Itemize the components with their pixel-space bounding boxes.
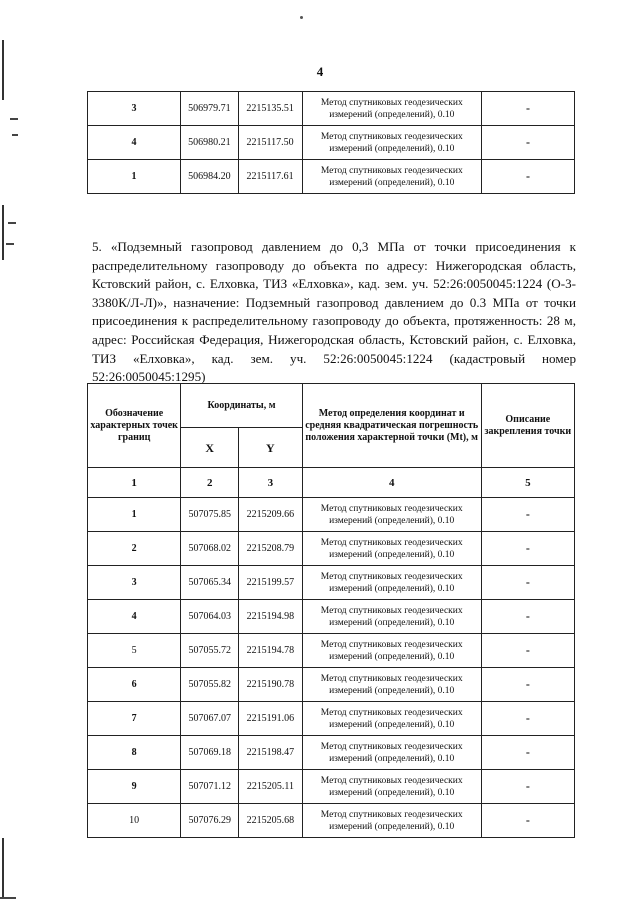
y-coordinate-cell: 2215117.50 xyxy=(238,126,302,160)
table-row xyxy=(88,566,575,600)
method-cell: Метод спутниковых геодезических измерений (определений), 0.10 xyxy=(302,92,482,126)
coordinates-table-continued xyxy=(87,91,575,194)
y-coordinate-cell: 2215117.61 xyxy=(238,160,302,194)
scan-mark xyxy=(8,222,16,224)
header-y: Y xyxy=(239,428,303,468)
header-method: Метод определения координат и средняя квадратическая погрешность положения характерной точки (Mt), м xyxy=(302,384,481,468)
column-index-cell: 5 xyxy=(481,468,574,498)
coordinates-table xyxy=(87,383,575,838)
method-cell: Метод спутниковых геодезических измерений (определений), 0.10 xyxy=(302,702,481,736)
y-coordinate-cell: 2215205.68 xyxy=(239,804,303,838)
y-coordinate-cell: 2215135.51 xyxy=(238,92,302,126)
x-coordinate-cell: 507075.85 xyxy=(181,498,239,532)
method-cell: Метод спутниковых геодезических измерений (определений), 0.10 xyxy=(302,126,482,160)
fixing-description-cell: - xyxy=(481,566,574,600)
point-number-cell: 3 xyxy=(88,566,181,600)
x-coordinate-cell: 506984.20 xyxy=(180,160,238,194)
column-index-row xyxy=(88,468,575,498)
page-number: 4 xyxy=(316,64,324,79)
x-coordinate-cell: 507055.82 xyxy=(181,668,239,702)
column-index-cell: 4 xyxy=(302,468,481,498)
point-number-cell: 4 xyxy=(88,126,181,160)
fixing-description-cell: - xyxy=(481,736,574,770)
method-cell: Метод спутниковых геодезических измерений (определений), 0.10 xyxy=(302,600,481,634)
fixing-description-cell: - xyxy=(482,126,575,160)
y-coordinate-cell: 2215209.66 xyxy=(239,498,303,532)
method-cell: Метод спутниковых геодезических измерений (определений), 0.10 xyxy=(302,770,481,804)
fixing-description-cell: - xyxy=(481,804,574,838)
point-number-cell: 1 xyxy=(88,160,181,194)
point-number-cell: 6 xyxy=(88,668,181,702)
y-coordinate-cell: 2215191.06 xyxy=(239,702,303,736)
point-number-cell: 3 xyxy=(88,92,181,126)
fixing-description-cell: - xyxy=(481,532,574,566)
scan-margin-line xyxy=(2,838,4,898)
header-coordinates: Координаты, м xyxy=(181,384,302,428)
method-cell: Метод спутниковых геодезических измерений (определений), 0.10 xyxy=(302,634,481,668)
fixing-description-cell: - xyxy=(481,668,574,702)
table-row xyxy=(88,770,575,804)
x-coordinate-cell: 507069.18 xyxy=(181,736,239,770)
column-index-cell: 3 xyxy=(239,468,303,498)
table-row xyxy=(88,160,575,194)
x-coordinate-cell: 507067.07 xyxy=(181,702,239,736)
fixing-description-cell: - xyxy=(481,600,574,634)
method-cell: Метод спутниковых геодезических измерений (определений), 0.10 xyxy=(302,668,481,702)
y-coordinate-cell: 2215199.57 xyxy=(239,566,303,600)
scan-mark xyxy=(6,243,14,245)
point-number-cell: 10 xyxy=(88,804,181,838)
x-coordinate-cell: 507068.02 xyxy=(181,532,239,566)
fixing-description-cell: - xyxy=(482,160,575,194)
object-description-paragraph: 5. «Подземный газопровод давлением до 0,3 МПа от точки присоединения к распределительному газопроводу до объекта по адресу: Нижегородская область, Кстовский район, с. Елховка, ТИЗ «Елховка», кад. зем. уч. 52:26:0050045:1224 (О-3-3380К/Л-Л)», назначение: Подземный газопровод давлением до 0.3 МПа от точки присоединения к распределительному газопроводу до объекта, протяженность: 28 м, адрес: Российская Федерация, Нижегородская область, Кстовский район, с. Елховка, ТИЗ «Елховка», кад. зем. уч. 52:26:0050045:1224 (кадастровый номер 52:26:0050045:1295) xyxy=(92,239,576,385)
y-coordinate-cell: 2215198.47 xyxy=(239,736,303,770)
x-coordinate-cell: 507055.72 xyxy=(181,634,239,668)
fixing-description-cell: - xyxy=(481,634,574,668)
y-coordinate-cell: 2215190.78 xyxy=(239,668,303,702)
fixing-description-cell: - xyxy=(481,770,574,804)
table-row xyxy=(88,498,575,532)
scan-dot xyxy=(300,16,303,19)
point-number-cell: 1 xyxy=(88,498,181,532)
x-coordinate-cell: 506980.21 xyxy=(180,126,238,160)
column-index-cell: 2 xyxy=(181,468,239,498)
table-row xyxy=(88,736,575,770)
header-fixing-description: Описание закрепления точки xyxy=(481,384,574,468)
fixing-description-cell: - xyxy=(481,702,574,736)
fixing-description-cell: - xyxy=(482,92,575,126)
y-coordinate-cell: 2215205.11 xyxy=(239,770,303,804)
y-coordinate-cell: 2215194.98 xyxy=(239,600,303,634)
point-number-cell: 9 xyxy=(88,770,181,804)
header-point-designation: Обозначение характерных точек границ xyxy=(88,384,181,468)
x-coordinate-cell: 507064.03 xyxy=(181,600,239,634)
table-row xyxy=(88,634,575,668)
x-coordinate-cell: 507071.12 xyxy=(181,770,239,804)
scan-margin-line xyxy=(2,205,4,260)
method-cell: Метод спутниковых геодезических измерений (определений), 0.10 xyxy=(302,160,482,194)
method-cell: Метод спутниковых геодезических измерений (определений), 0.10 xyxy=(302,498,481,532)
table-row xyxy=(88,702,575,736)
x-coordinate-cell: 506979.71 xyxy=(180,92,238,126)
scan-mark xyxy=(12,134,18,136)
table-row xyxy=(88,126,575,160)
point-number-cell: 2 xyxy=(88,532,181,566)
column-index-cell: 1 xyxy=(88,468,181,498)
scan-mark xyxy=(0,897,16,899)
table-row xyxy=(88,600,575,634)
y-coordinate-cell: 2215194.78 xyxy=(239,634,303,668)
x-coordinate-cell: 507065.34 xyxy=(181,566,239,600)
header-x: X xyxy=(181,428,239,468)
table-row xyxy=(88,92,575,126)
point-number-cell: 8 xyxy=(88,736,181,770)
method-cell: Метод спутниковых геодезических измерений (определений), 0.10 xyxy=(302,736,481,770)
point-number-cell: 4 xyxy=(88,600,181,634)
scan-mark xyxy=(10,118,18,120)
table-row xyxy=(88,532,575,566)
method-cell: Метод спутниковых геодезических измерений (определений), 0.10 xyxy=(302,566,481,600)
x-coordinate-cell: 507076.29 xyxy=(181,804,239,838)
method-cell: Метод спутниковых геодезических измерений (определений), 0.10 xyxy=(302,804,481,838)
table-row xyxy=(88,668,575,702)
method-cell: Метод спутниковых геодезических измерений (определений), 0.10 xyxy=(302,532,481,566)
table-row xyxy=(88,804,575,838)
point-number-cell: 7 xyxy=(88,702,181,736)
y-coordinate-cell: 2215208.79 xyxy=(239,532,303,566)
fixing-description-cell: - xyxy=(481,498,574,532)
point-number-cell: 5 xyxy=(88,634,181,668)
